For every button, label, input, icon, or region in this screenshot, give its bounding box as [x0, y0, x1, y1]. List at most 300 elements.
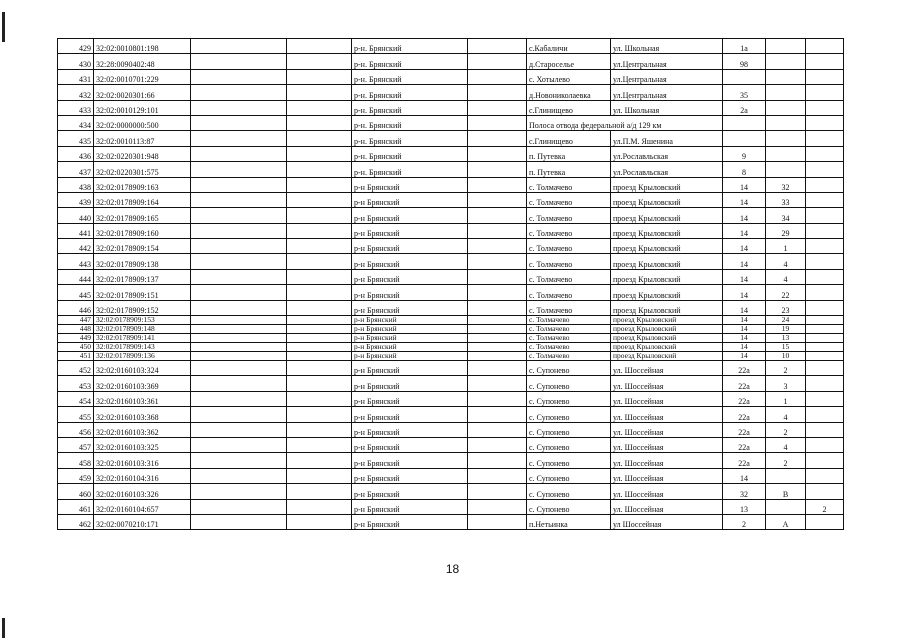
- cell-n: 448: [58, 325, 94, 334]
- binder-mark: [2, 12, 5, 42]
- cell-n: 456: [58, 422, 94, 437]
- cell-empty: [468, 361, 527, 376]
- cell-empty: [287, 177, 352, 192]
- cell-extra: [806, 100, 844, 115]
- cell-empty: [287, 192, 352, 207]
- cell-locality: с. Толмачево: [527, 208, 611, 223]
- cell-cad: 32:02:0070210:171: [94, 514, 191, 529]
- cell-empty: [191, 453, 287, 468]
- cell-apt: В: [766, 484, 806, 499]
- cell-street: ул.П.М. Яшенина: [611, 131, 723, 146]
- cell-street: ул. Шоссейная: [611, 484, 723, 499]
- cell-extra: [806, 376, 844, 391]
- cell-empty: [468, 325, 527, 334]
- cell-apt: 34: [766, 208, 806, 223]
- cell-district: р-н Брянский: [352, 208, 468, 223]
- cell-house: 14: [723, 192, 766, 207]
- cell-n: 461: [58, 499, 94, 514]
- cell-n: 441: [58, 223, 94, 238]
- cell-apt: 2: [766, 361, 806, 376]
- cell-street: ул. Шоссейная: [611, 391, 723, 406]
- cell-empty: [191, 514, 287, 529]
- cell-apt: [766, 39, 806, 54]
- cell-empty: [468, 39, 527, 54]
- cell-extra: [806, 254, 844, 269]
- cell-empty: [468, 239, 527, 254]
- cell-empty: [468, 177, 527, 192]
- cell-empty: [287, 514, 352, 529]
- cell-district: р-н Брянский: [352, 352, 468, 361]
- cell-locality: с.Глинищево: [527, 100, 611, 115]
- cell-empty: [287, 115, 352, 130]
- cell-district: р-н Брянский: [352, 177, 468, 192]
- cell-apt: 2: [766, 453, 806, 468]
- cell-extra: [806, 85, 844, 100]
- cell-locality: п. Путевка: [527, 162, 611, 177]
- cell-empty: [468, 54, 527, 69]
- cell-apt: 23: [766, 300, 806, 315]
- cell-locality: с. Супонево: [527, 437, 611, 452]
- table-row: [58, 223, 844, 238]
- cell-district: р-н Брянский: [352, 391, 468, 406]
- cell-empty: [191, 376, 287, 391]
- cell-empty: [191, 343, 287, 352]
- cell-house: 22а: [723, 361, 766, 376]
- cell-empty: [191, 39, 287, 54]
- cell-district: р-н Брянский: [352, 325, 468, 334]
- table-row: [58, 146, 844, 161]
- cell-district: р-н. Брянский: [352, 54, 468, 69]
- cell-district: р-н Брянский: [352, 300, 468, 315]
- cell-house: 1а: [723, 39, 766, 54]
- cell-house: 14: [723, 316, 766, 325]
- cell-cad: 32:02:0178909:141: [94, 334, 191, 343]
- cell-apt: [766, 85, 806, 100]
- table-row: [58, 422, 844, 437]
- cell-district: р-н Брянский: [352, 376, 468, 391]
- cell-empty: [287, 146, 352, 161]
- cell-cad: 32:02:0178909:163: [94, 177, 191, 192]
- cell-n: 444: [58, 269, 94, 284]
- cell-house: 22а: [723, 407, 766, 422]
- cell-apt: 29: [766, 223, 806, 238]
- binder-mark: [2, 618, 5, 638]
- cell-empty: [468, 352, 527, 361]
- cell-merged: Полоса отвода федеральной а/д 129 км: [527, 115, 723, 130]
- cell-street: ул.Рославльская: [611, 146, 723, 161]
- cell-locality: с. Супонево: [527, 376, 611, 391]
- cell-street: проезд Крыловский: [611, 334, 723, 343]
- cell-locality: с. Супонево: [527, 484, 611, 499]
- cell-extra: [806, 316, 844, 325]
- cell-apt: [766, 100, 806, 115]
- cell-street: проезд Крыловский: [611, 285, 723, 300]
- cell-empty: [287, 453, 352, 468]
- cell-street: ул. Шоссейная: [611, 422, 723, 437]
- cell-n: 435: [58, 131, 94, 146]
- cell-extra: [806, 192, 844, 207]
- cell-locality: с. Толмачево: [527, 192, 611, 207]
- cell-extra: [806, 208, 844, 223]
- cell-apt: 4: [766, 437, 806, 452]
- table-row: [58, 208, 844, 223]
- cell-apt: 13: [766, 334, 806, 343]
- cell-district: р-н Брянский: [352, 334, 468, 343]
- cell-locality: с. Супонево: [527, 499, 611, 514]
- cell-apt: 2: [766, 422, 806, 437]
- table-row: [58, 39, 844, 54]
- cell-extra: [806, 39, 844, 54]
- table-row: [58, 499, 844, 514]
- cell-apt: 1: [766, 391, 806, 406]
- cell-n: 447: [58, 316, 94, 325]
- cell-cad: 32:02:0178909:152: [94, 300, 191, 315]
- cell-house: 14: [723, 325, 766, 334]
- cell-empty: [287, 285, 352, 300]
- cell-street: ул.Центральная: [611, 85, 723, 100]
- cell-extra: [806, 391, 844, 406]
- cell-extra: [806, 162, 844, 177]
- cell-district: р-н Брянский: [352, 514, 468, 529]
- cell-empty: [191, 254, 287, 269]
- cell-extra: [806, 437, 844, 452]
- table-row: [58, 269, 844, 284]
- table-row: [58, 484, 844, 499]
- cell-apt: [766, 54, 806, 69]
- cell-extra: [806, 422, 844, 437]
- cell-extra: 2: [806, 499, 844, 514]
- cell-cad: 32:02:0160104:657: [94, 499, 191, 514]
- table-row: [58, 343, 844, 352]
- cell-cad: 32:02:0178909:143: [94, 343, 191, 352]
- cell-n: 442: [58, 239, 94, 254]
- cell-empty: [468, 223, 527, 238]
- cell-house: 14: [723, 223, 766, 238]
- cell-cad: 32:02:0160103:369: [94, 376, 191, 391]
- cell-street: проезд Крыловский: [611, 300, 723, 315]
- cell-locality: с. Супонево: [527, 391, 611, 406]
- cell-house: 2: [723, 514, 766, 529]
- cell-locality: с.Кабаличи: [527, 39, 611, 54]
- cell-empty: [191, 499, 287, 514]
- table-row: [58, 85, 844, 100]
- cell-locality: с. Супонево: [527, 422, 611, 437]
- cell-extra: [806, 146, 844, 161]
- cell-district: р-н. Брянский: [352, 131, 468, 146]
- cell-extra: [806, 352, 844, 361]
- cell-district: р-н Брянский: [352, 316, 468, 325]
- cell-cad: 32:02:0160103:325: [94, 437, 191, 452]
- cell-apt: [766, 115, 806, 130]
- cell-district: р-н. Брянский: [352, 162, 468, 177]
- cell-n: 459: [58, 468, 94, 483]
- cell-n: 443: [58, 254, 94, 269]
- cell-house: 14: [723, 468, 766, 483]
- cell-locality: п. Путевка: [527, 146, 611, 161]
- cell-cad: 32:02:0178909:148: [94, 325, 191, 334]
- cell-empty: [287, 325, 352, 334]
- cell-house: 14: [723, 269, 766, 284]
- cell-extra: [806, 325, 844, 334]
- cell-cad: 32:02:0160103:368: [94, 407, 191, 422]
- cell-n: 431: [58, 69, 94, 84]
- cell-house: [723, 131, 766, 146]
- cell-cad: 32:02:0160103:361: [94, 391, 191, 406]
- page-number: 18: [445, 562, 460, 576]
- cell-empty: [287, 69, 352, 84]
- cell-street: ул. Шоссейная: [611, 361, 723, 376]
- cell-empty: [287, 54, 352, 69]
- cell-locality: с. Толмачево: [527, 223, 611, 238]
- cell-empty: [468, 100, 527, 115]
- cell-cad: 32:02:0160103:326: [94, 484, 191, 499]
- cell-house: 14: [723, 254, 766, 269]
- cell-cad: 32:02:0160103:316: [94, 453, 191, 468]
- cell-house: 32: [723, 484, 766, 499]
- cell-street: проезд Крыловский: [611, 352, 723, 361]
- cell-extra: [806, 407, 844, 422]
- cell-empty: [468, 208, 527, 223]
- cell-locality: д.Новониколаевка: [527, 85, 611, 100]
- cell-empty: [468, 316, 527, 325]
- cell-district: р-н Брянский: [352, 254, 468, 269]
- cell-cad: 32:02:0000000:500: [94, 115, 191, 130]
- cell-street: ул. Шоссейная: [611, 468, 723, 483]
- cell-district: р-н Брянский: [352, 192, 468, 207]
- cell-empty: [287, 208, 352, 223]
- cell-empty: [191, 177, 287, 192]
- cell-district: р-н. Брянский: [352, 39, 468, 54]
- cell-house: 9: [723, 146, 766, 161]
- table-row: [58, 376, 844, 391]
- cell-extra: [806, 223, 844, 238]
- cell-cad: 32:02:0160104:316: [94, 468, 191, 483]
- cell-empty: [191, 325, 287, 334]
- cell-house: 22а: [723, 453, 766, 468]
- cell-district: р-н Брянский: [352, 499, 468, 514]
- cell-street: проезд Крыловский: [611, 177, 723, 192]
- cell-empty: [191, 269, 287, 284]
- cell-empty: [468, 269, 527, 284]
- cell-district: р-н. Брянский: [352, 100, 468, 115]
- cell-empty: [191, 334, 287, 343]
- cell-cad: 32:02:0220301:948: [94, 146, 191, 161]
- cell-n: 439: [58, 192, 94, 207]
- cell-n: 451: [58, 352, 94, 361]
- cell-district: р-н Брянский: [352, 361, 468, 376]
- cell-empty: [287, 407, 352, 422]
- table-row: [58, 115, 844, 130]
- cell-district: р-н Брянский: [352, 468, 468, 483]
- cell-house: 22а: [723, 391, 766, 406]
- cell-empty: [191, 316, 287, 325]
- cell-empty: [468, 343, 527, 352]
- cell-empty: [287, 39, 352, 54]
- cell-cad: 32:02:0020301:66: [94, 85, 191, 100]
- cell-apt: 33: [766, 192, 806, 207]
- cell-apt: 22: [766, 285, 806, 300]
- table-row: [58, 391, 844, 406]
- cell-street: проезд Крыловский: [611, 325, 723, 334]
- cell-apt: 32: [766, 177, 806, 192]
- cell-extra: [806, 177, 844, 192]
- cell-cad: 32:02:0160103:324: [94, 361, 191, 376]
- cell-n: 449: [58, 334, 94, 343]
- cell-district: р-н. Брянский: [352, 85, 468, 100]
- cell-district: р-н Брянский: [352, 285, 468, 300]
- cell-apt: 4: [766, 254, 806, 269]
- cell-empty: [287, 361, 352, 376]
- cell-n: 454: [58, 391, 94, 406]
- cell-district: р-н. Брянский: [352, 69, 468, 84]
- table-row: [58, 239, 844, 254]
- cell-district: р-н. Брянский: [352, 146, 468, 161]
- cell-extra: [806, 115, 844, 130]
- cell-extra: [806, 269, 844, 284]
- cell-empty: [287, 254, 352, 269]
- cell-cad: 32:02:0010129:101: [94, 100, 191, 115]
- cell-house: 8: [723, 162, 766, 177]
- table-body: [58, 39, 844, 530]
- cell-extra: [806, 239, 844, 254]
- cell-empty: [191, 146, 287, 161]
- cell-apt: 4: [766, 269, 806, 284]
- cell-cad: 32:02:0010113:87: [94, 131, 191, 146]
- cell-n: 452: [58, 361, 94, 376]
- cell-district: р-н Брянский: [352, 437, 468, 452]
- cell-house: 13: [723, 499, 766, 514]
- cell-apt: 4: [766, 407, 806, 422]
- cell-street: проезд Крыловский: [611, 208, 723, 223]
- cell-district: р-н Брянский: [352, 407, 468, 422]
- cell-apt: 1: [766, 239, 806, 254]
- cell-extra: [806, 514, 844, 529]
- cell-cad: 32:02:0178909:151: [94, 285, 191, 300]
- cell-street: ул. Шоссейная: [611, 407, 723, 422]
- table-row: [58, 453, 844, 468]
- cell-empty: [191, 69, 287, 84]
- cell-cad: 32:02:0178909:136: [94, 352, 191, 361]
- cell-cad: 32:02:0010801:198: [94, 39, 191, 54]
- cell-cad: 32:02:0178909:160: [94, 223, 191, 238]
- cell-empty: [191, 484, 287, 499]
- cell-house: 98: [723, 54, 766, 69]
- cell-house: 22а: [723, 437, 766, 452]
- cell-empty: [191, 239, 287, 254]
- cell-street: ул. Школьная: [611, 100, 723, 115]
- cell-district: р-н Брянский: [352, 453, 468, 468]
- cell-cad: 32:28:0090402:48: [94, 54, 191, 69]
- table-row: [58, 54, 844, 69]
- cell-locality: с. Толмачево: [527, 300, 611, 315]
- cell-house: 14: [723, 208, 766, 223]
- cell-locality: с. Толмачево: [527, 316, 611, 325]
- table-row: [58, 334, 844, 343]
- cell-apt: [766, 146, 806, 161]
- cell-street: ул. Шоссейная: [611, 437, 723, 452]
- cell-house: 14: [723, 300, 766, 315]
- cell-empty: [191, 468, 287, 483]
- table-row: [58, 177, 844, 192]
- cell-empty: [287, 300, 352, 315]
- cell-street: проезд Крыловский: [611, 316, 723, 325]
- cell-house: 2а: [723, 100, 766, 115]
- cell-empty: [468, 422, 527, 437]
- cell-house: 14: [723, 343, 766, 352]
- cell-apt: 10: [766, 352, 806, 361]
- cell-house: 14: [723, 352, 766, 361]
- cell-street: проезд Крыловский: [611, 254, 723, 269]
- cell-street: ул.Центральная: [611, 69, 723, 84]
- cell-empty: [191, 162, 287, 177]
- cell-locality: с. Супонево: [527, 453, 611, 468]
- cell-empty: [468, 499, 527, 514]
- cell-n: 436: [58, 146, 94, 161]
- cell-empty: [468, 334, 527, 343]
- cell-street: ул. Шоссейная: [611, 499, 723, 514]
- cell-apt: [766, 162, 806, 177]
- cell-empty: [468, 453, 527, 468]
- cell-locality: с. Толмачево: [527, 352, 611, 361]
- cell-street: проезд Крыловский: [611, 343, 723, 352]
- cell-cad: 32:02:0178909:138: [94, 254, 191, 269]
- cell-extra: [806, 484, 844, 499]
- cell-apt: 15: [766, 343, 806, 352]
- cell-n: 450: [58, 343, 94, 352]
- cell-n: 446: [58, 300, 94, 315]
- cell-n: 455: [58, 407, 94, 422]
- cell-n: 457: [58, 437, 94, 452]
- cell-district: р-н Брянский: [352, 269, 468, 284]
- cell-empty: [191, 54, 287, 69]
- table-row: [58, 300, 844, 315]
- cell-n: 438: [58, 177, 94, 192]
- table-row: [58, 352, 844, 361]
- cell-locality: с. Толмачево: [527, 285, 611, 300]
- property-register-table: [57, 38, 844, 530]
- cell-street: ул. Шоссейная: [611, 376, 723, 391]
- cell-cad: 32:02:0220301:575: [94, 162, 191, 177]
- cell-locality: с. Толмачево: [527, 239, 611, 254]
- cell-district: р-н. Брянский: [352, 115, 468, 130]
- cell-district: р-н Брянский: [352, 422, 468, 437]
- cell-locality: с.Глинищево: [527, 131, 611, 146]
- table-row: [58, 254, 844, 269]
- cell-empty: [191, 285, 287, 300]
- cell-empty: [287, 376, 352, 391]
- cell-empty: [287, 85, 352, 100]
- cell-empty: [191, 391, 287, 406]
- cell-empty: [191, 192, 287, 207]
- cell-empty: [468, 162, 527, 177]
- cell-house: 14: [723, 177, 766, 192]
- cell-locality: с. Толмачево: [527, 325, 611, 334]
- cell-locality: с. Хотылево: [527, 69, 611, 84]
- cell-locality: п.Нетьинка: [527, 514, 611, 529]
- cell-street: проезд Крыловский: [611, 239, 723, 254]
- cell-empty: [191, 352, 287, 361]
- table-row: [58, 285, 844, 300]
- cell-house: 35: [723, 85, 766, 100]
- cell-empty: [191, 437, 287, 452]
- cell-house: 14: [723, 285, 766, 300]
- cell-extra: [806, 343, 844, 352]
- cell-n: 445: [58, 285, 94, 300]
- cell-empty: [287, 422, 352, 437]
- cell-empty: [191, 131, 287, 146]
- cell-street: ул.Рославльская: [611, 162, 723, 177]
- cell-empty: [468, 300, 527, 315]
